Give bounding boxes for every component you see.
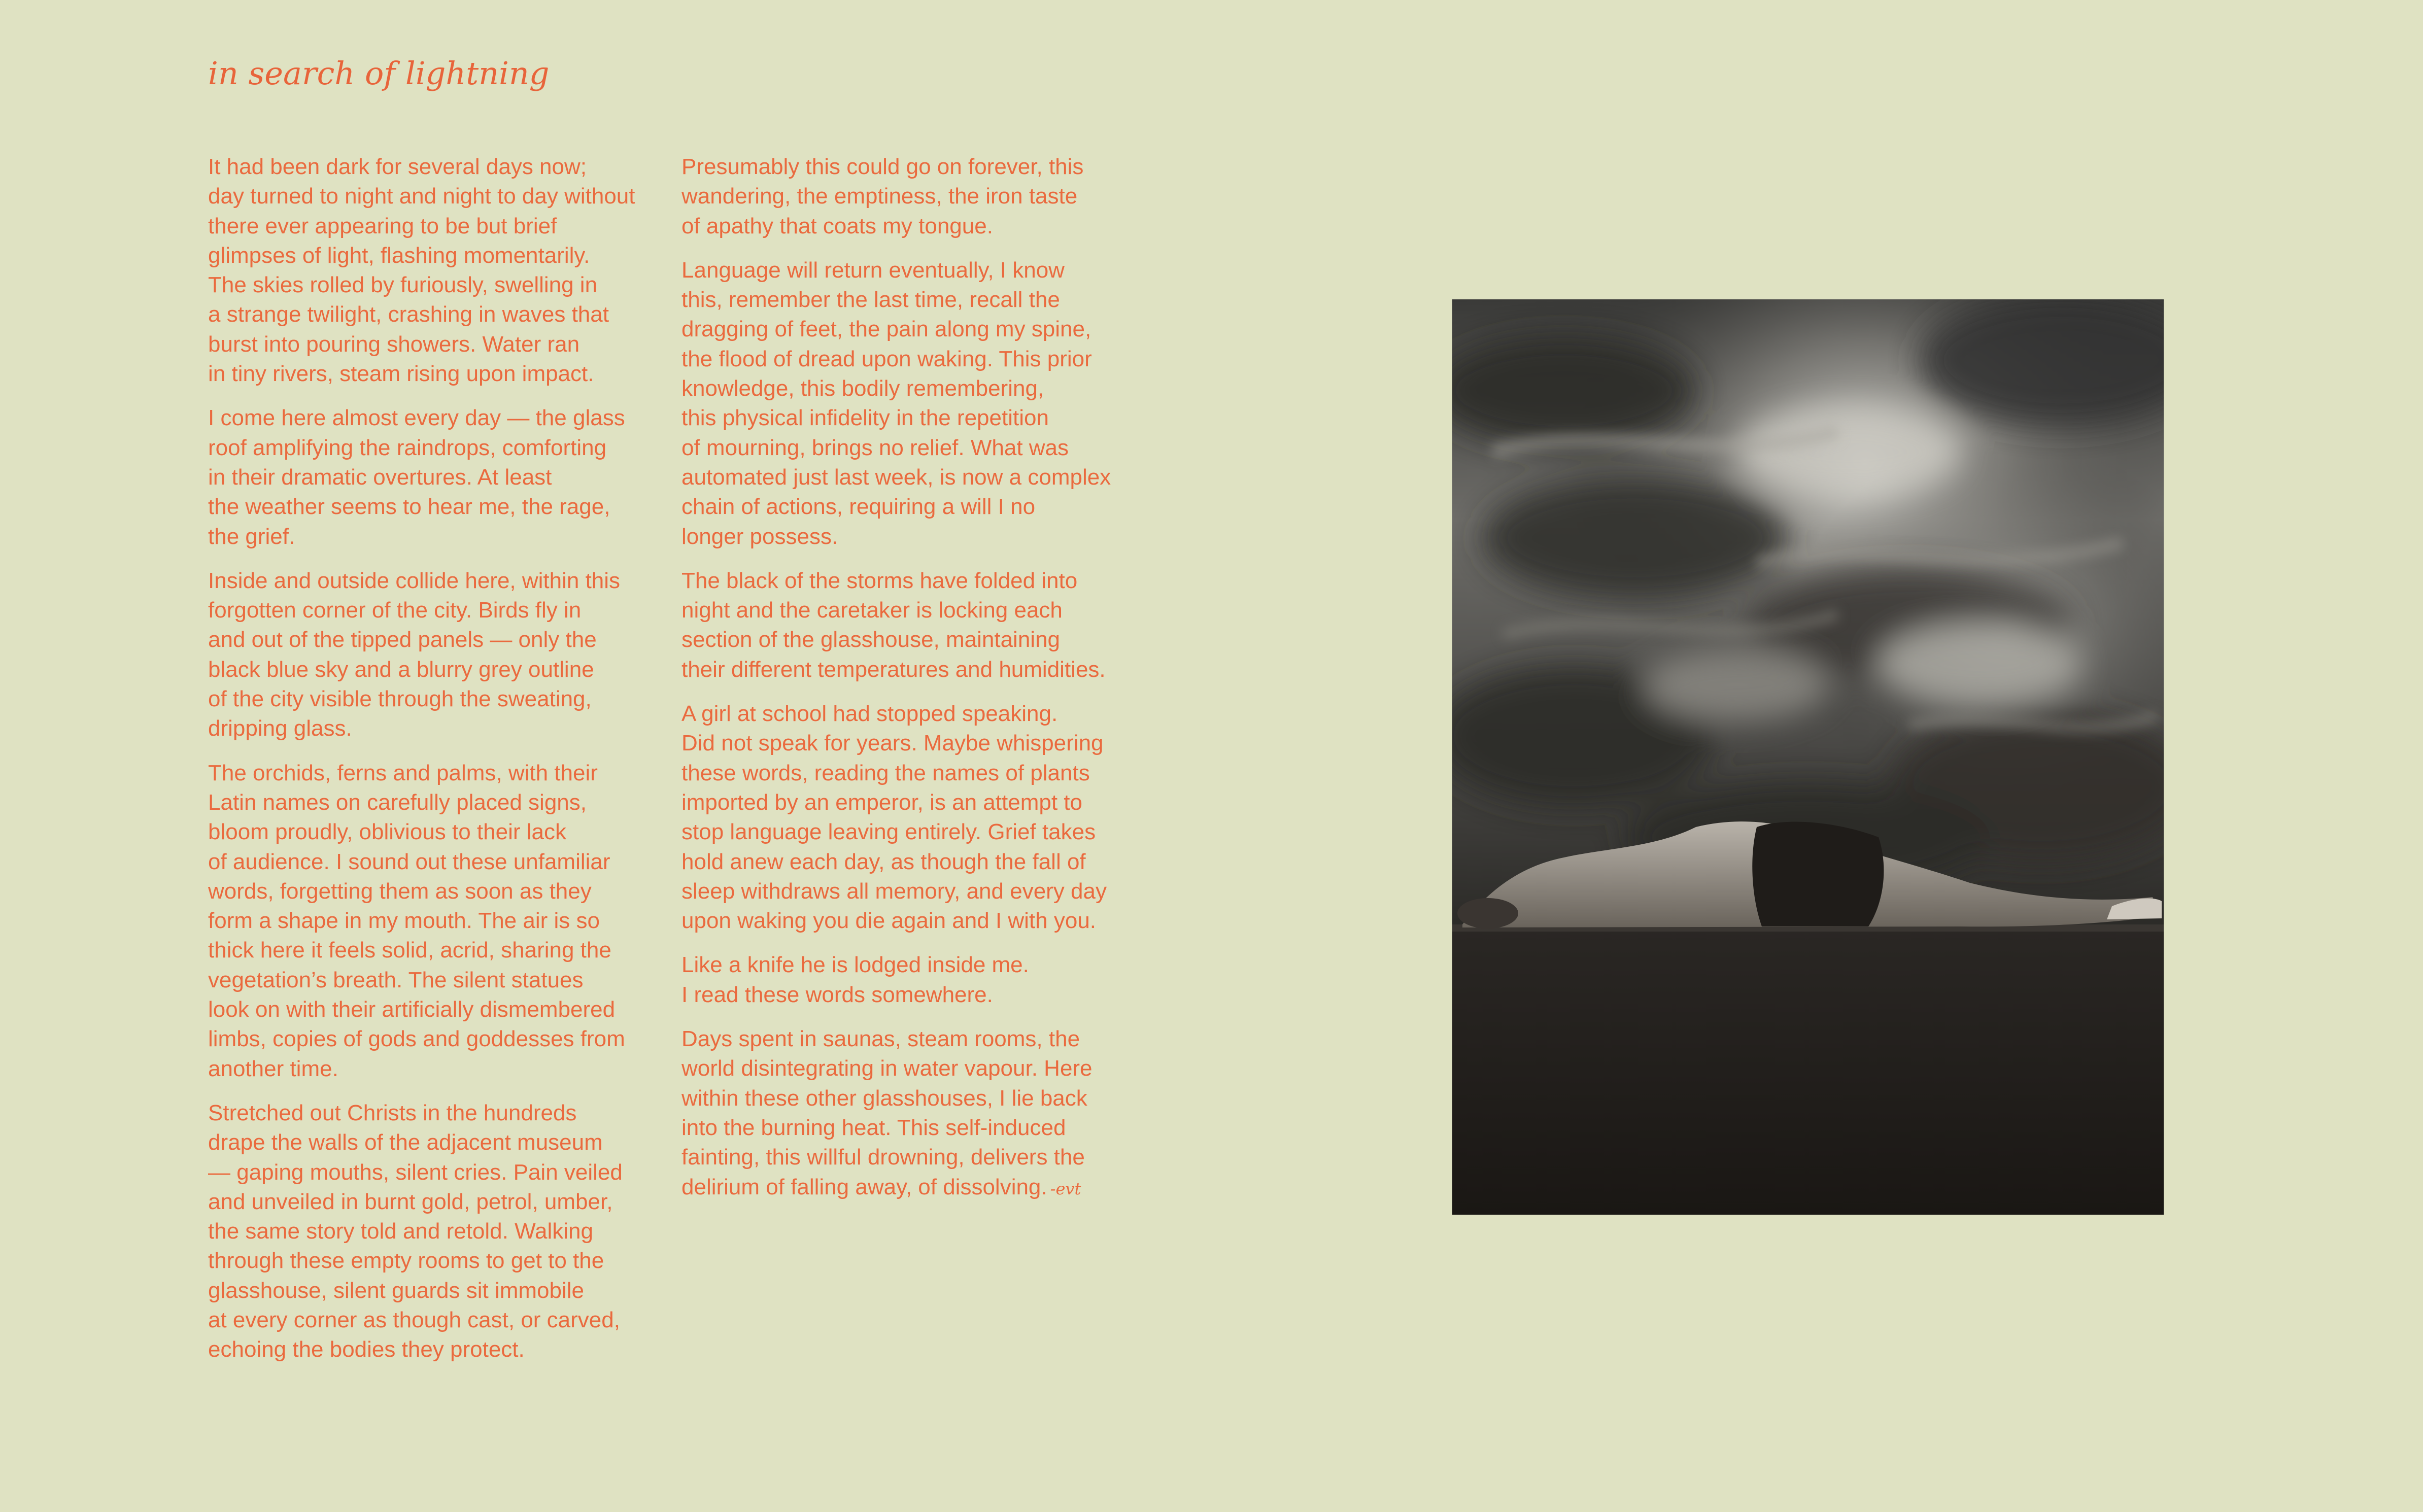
- paragraph: It had been dark for several days now; day turned to night and night to day without there ever appearing to be but brief glimpses of light, flashing momentarily. The skies rolled by furiously, swelling in a strange twilight, crashing in waves that burst into pouring showers. Water ran in tiny rivers, steam rising upon impact.: [208, 154, 635, 387]
- text-column-right: [681, 152, 1128, 1218]
- paragraph: Inside and outside collide here, within this forgotten corner of the city. Birds fly in and out of the tipped panels — only the black blue sky and a blurry grey outline of the city visible through the sweating, dripping glass.: [208, 568, 621, 741]
- paragraph: A girl at school had stopped speaking. Did not speak for years. Maybe whispering these words, reading the names of plants imported by an emperor, is an attempt to stop language leaving entirely. Grief takes hold anew each day, as though the fall of sleep withdraws all memory, and every day upon waking you die again and I with you.: [681, 701, 1107, 934]
- paragraph: Like a knife he is lodged inside me. I read these words somewhere.: [681, 952, 1029, 1007]
- paragraph: I come here almost every day — the glass roof amplifying the raindrops, comforting in their dramatic overtures. At least the weather seems to hear me, the rage, the grief.: [208, 405, 625, 549]
- paragraph: The black of the storms have folded into night and the caretaker is locking each section of the glasshouse, maintaining their different temperatures and humidities.: [681, 568, 1106, 682]
- author-signature: -evt: [1050, 1179, 1081, 1198]
- table-surface: [1452, 927, 2164, 1215]
- page-title: in search of lightning: [208, 55, 550, 92]
- storm-figure-photograph: [1452, 299, 2164, 1215]
- paragraph: Language will return eventually, I know this, remember the last time, recall the dragging of feet, the pain along my spine, the flood of dread upon waking. This prior knowledge, this bodily remembering, this physical infidelity in the repetition of mourning, brings no relief. What was automated just last week, is now a complex chain of actions, requiring a will I no longer possess.: [681, 257, 1111, 549]
- paragraph: The orchids, ferns and palms, with their Latin names on carefully placed signs, bloom proudly, oblivious to their lack of audience. I sound out these unfamiliar words, forgetting them as soon as they form a shape in my mouth. The air is so thick here it feels solid, acrid, sharing the vegetation’s breath. The silent statues look on with their artificially dismembered limbs, copies of gods and goddesses from another time.: [208, 760, 625, 1081]
- paragraph: Stretched out Christs in the hundreds drape the walls of the adjacent museum — gaping mouths, silent cries. Pain veiled and unveiled in burnt gold, petrol, umber, the same story told and retold. Walking through these empty rooms to get to the glasshouse, silent guards sit immobile at every corner as though cast, or carved, echoing the bodies they protect.: [208, 1100, 623, 1362]
- text-column-left: [208, 152, 655, 1380]
- photograph-illustration: [1452, 299, 2164, 1215]
- paragraph: Presumably this could go on forever, this wandering, the emptiness, the iron taste of apathy that coats my tongue.: [681, 154, 1084, 238]
- paragraph-final: [681, 1024, 1128, 1204]
- paragraph-text: Days spent in saunas, steam rooms, the world disintegrating in water vapour. Here within these other glasshouses, I lie back into the burning heat. This self-induced fainting, this willful drowning, delivers the delirium of falling away, of dissolving.: [681, 1026, 1093, 1199]
